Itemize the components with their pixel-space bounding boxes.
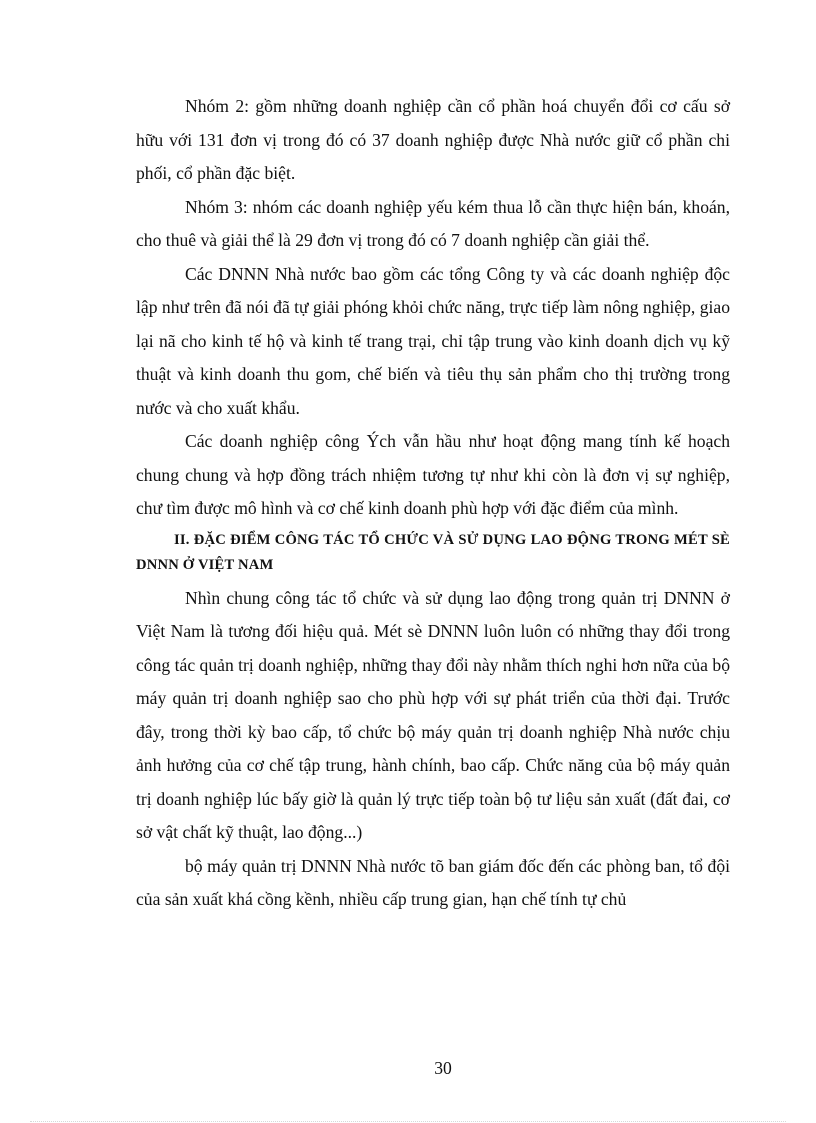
paragraph-group-3: Nhóm 3: nhóm các doanh nghiệp yếu kém thua lỗ cần thực hiện bán, khoán, cho thuê và giải thể là 29 đơn vị trong đó có 7 doanh nghiệp cần giải thể. — [136, 196, 730, 250]
footer-divider — [30, 1121, 786, 1122]
paragraph-public-enterprises: Các doanh nghiệp công Ých vẫn hầu như hoạt động mang tính kế hoạch chung chung và hợp đồng trách nhiệm tương tự như khi còn là đơn vị sự nghiệp, chư tìm được mô hình và cơ chế kinh doanh phù hợp với đặc điểm của mình. — [136, 431, 730, 518]
paragraph-group-2: Nhóm 2: gồm những doanh nghiệp cần cổ phần hoá chuyển đổi cơ cấu sở hữu với 131 đơn vị trong đó có 37 doanh nghiệp được Nhà nước giữ cổ phần chi phối, cổ phần đặc biệt. — [136, 96, 730, 183]
paragraph-management-apparatus: bộ máy quản trị DNNN Nhà nước tõ ban giám đốc đến các phòng ban, tổ đội của sản xuất khá cồng kềnh, nhiều cấp trung gian, hạn chế tính tự chủ — [136, 855, 730, 909]
paragraph-overview: Nhìn chung công tác tổ chức và sử dụng lao động trong quản trị DNNN ở Việt Nam là tương đối hiệu quả. Mét sè DNNN luôn luôn có những thay đổi trong công tác quản trị doanh nghiệp, những thay đổi này nhằm thích nghi hơn nữa của bộ máy quản trị doanh nghiệp sao cho phù hợp với sự phát triển của thời đại. Trước đây, trong thời kỳ bao cấp, tổ chức bộ máy quản trị doanh nghiệp Nhà nước chịu ảnh hưởng của cơ chế tập trung, hành chính, bao cấp. Chức năng của bộ máy quản trị doanh nghiệp lúc bấy giờ là quản lý trực tiếp toàn bộ tư liệu sản xuất (đất đai, cơ sở vật chất kỹ thuật, lao động...) — [136, 587, 730, 842]
document-body — [136, 90, 730, 917]
section-heading: II. ĐẶC ĐIỂM CÔNG TÁC TỔ CHỨC VÀ SỬ DỤNG LAO ĐỘNG TRONG MÉT SÈ DNNN Ở VIỆT NAM — [136, 531, 730, 573]
page-number: 30 — [434, 1058, 452, 1078]
paragraph-dnnn-structure: Các DNNN Nhà nước bao gồm các tổng Công ty và các doanh nghiệp độc lập như trên đã nói đã tự giải phóng khỏi chức năng, trực tiếp làm nông nghiệp, giao lại nã cho kinh tế hộ và kinh tế trang trại, chỉ tập trung vào kinh doanh dịch vụ kỹ thuật và kinh doanh thu gom, chế biến và tiêu thụ sản phẩm cho thị trường trong nước và cho xuất khẩu. — [136, 263, 730, 418]
